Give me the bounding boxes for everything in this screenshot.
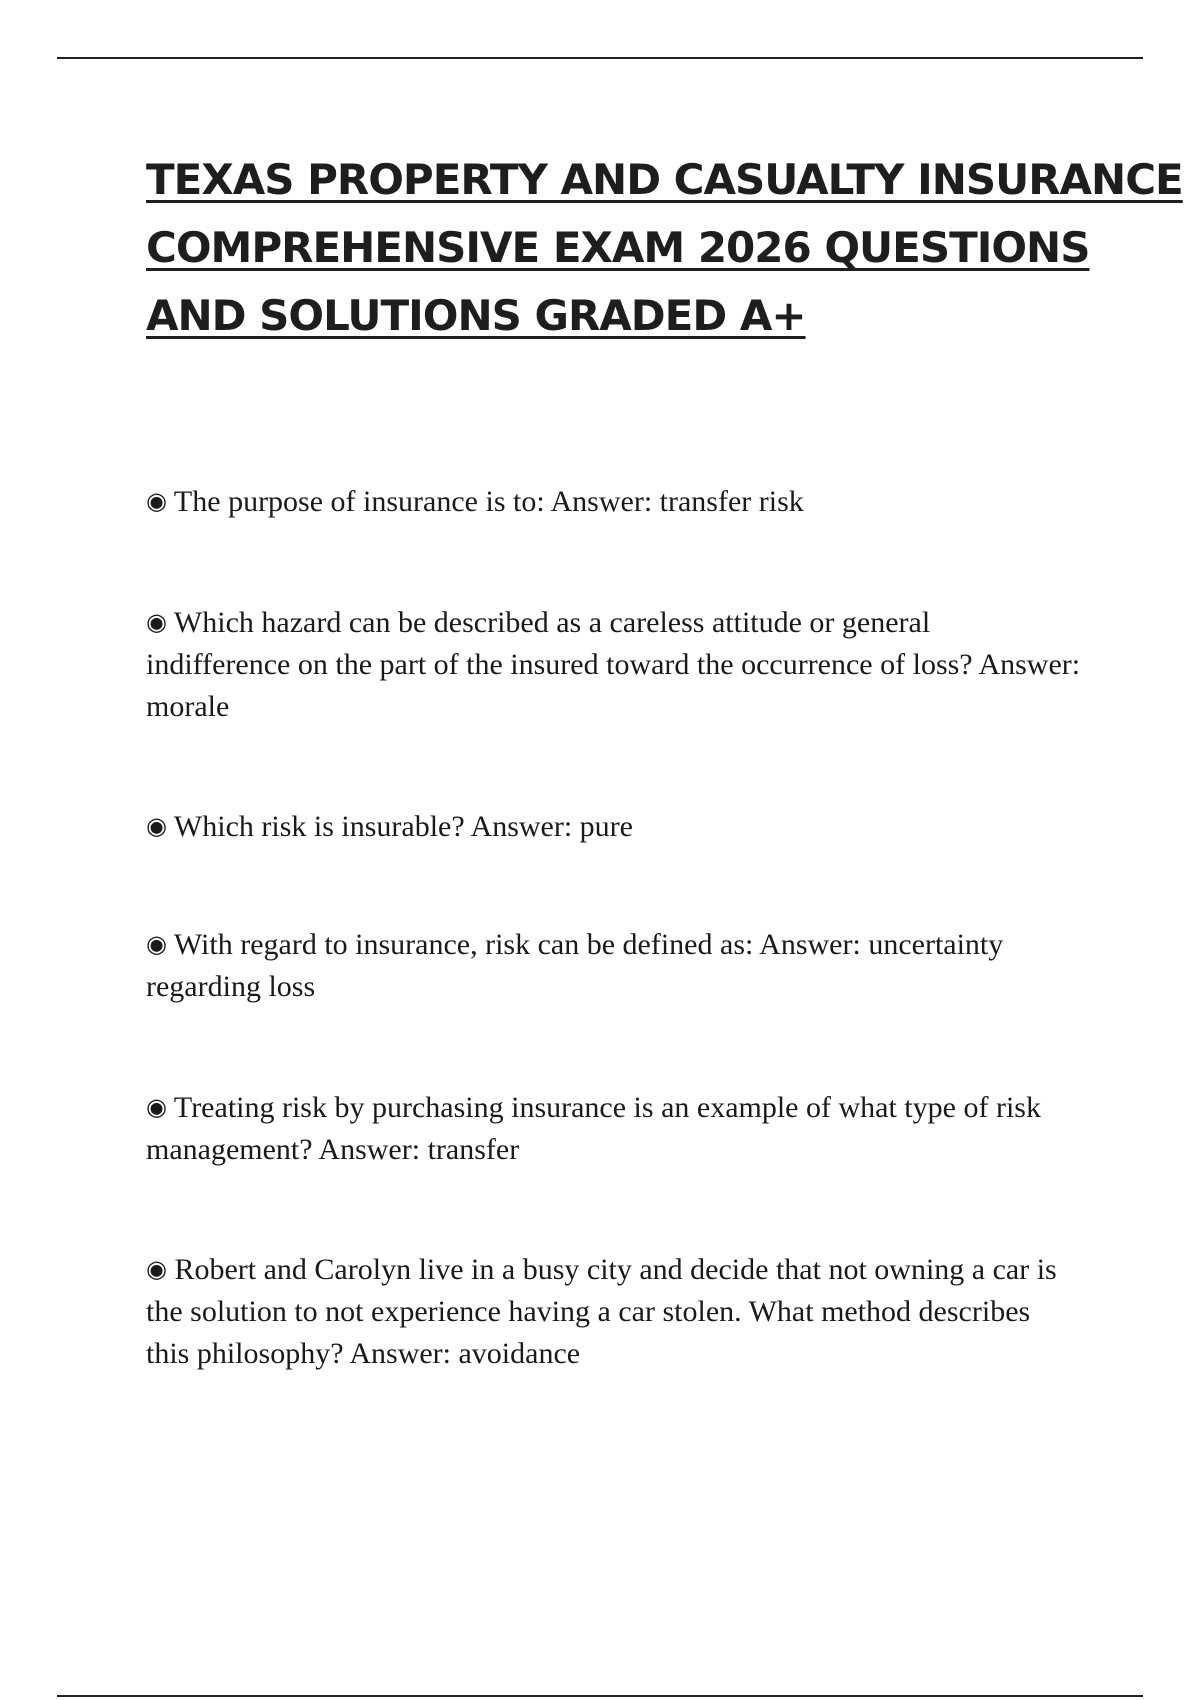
qa-item xyxy=(146,1248,1081,1375)
qa-text: With regard to insurance, risk can be defined as: Answer: uncertainty regarding loss xyxy=(146,928,1004,1003)
title-line: COMPREHENSIVE EXAM 2026 QUESTIONS xyxy=(146,223,1090,272)
title-line: AND SOLUTIONS GRADED A+ xyxy=(146,291,806,340)
qa-text: Which hazard can be described as a careless attitude or general indifference on the part of the insured toward the occurrence of loss? Answer: morale xyxy=(146,606,1081,723)
qa-item xyxy=(146,923,1081,1008)
radio-bullet-icon: ◉ xyxy=(146,608,167,636)
qa-text: Treating risk by purchasing insurance is an example of what type of risk management? Answer: transfer xyxy=(146,1091,1041,1166)
radio-bullet-icon: ◉ xyxy=(146,1093,167,1121)
radio-bullet-icon: ◉ xyxy=(146,1255,167,1283)
qa-text: The purpose of insurance is to: Answer: transfer risk xyxy=(173,485,804,518)
qa-item xyxy=(146,805,1081,848)
document-title xyxy=(146,146,1183,350)
qa-item xyxy=(146,480,1081,523)
qa-item xyxy=(146,1086,1081,1171)
radio-bullet-icon: ◉ xyxy=(146,487,167,515)
qa-item xyxy=(146,601,1081,728)
qa-text: Which risk is insurable? Answer: pure xyxy=(173,810,633,843)
radio-bullet-icon: ◉ xyxy=(146,812,167,840)
qa-text: Robert and Carolyn live in a busy city and decide that not owning a car is the solution to not experience having a car stolen. What method describes this philosophy? Answer: avoidance xyxy=(146,1253,1057,1370)
header-rule xyxy=(57,57,1143,59)
title-line: TEXAS PROPERTY AND CASUALTY INSURANCE xyxy=(146,155,1183,204)
radio-bullet-icon: ◉ xyxy=(146,930,167,958)
footer-rule xyxy=(57,1695,1143,1697)
